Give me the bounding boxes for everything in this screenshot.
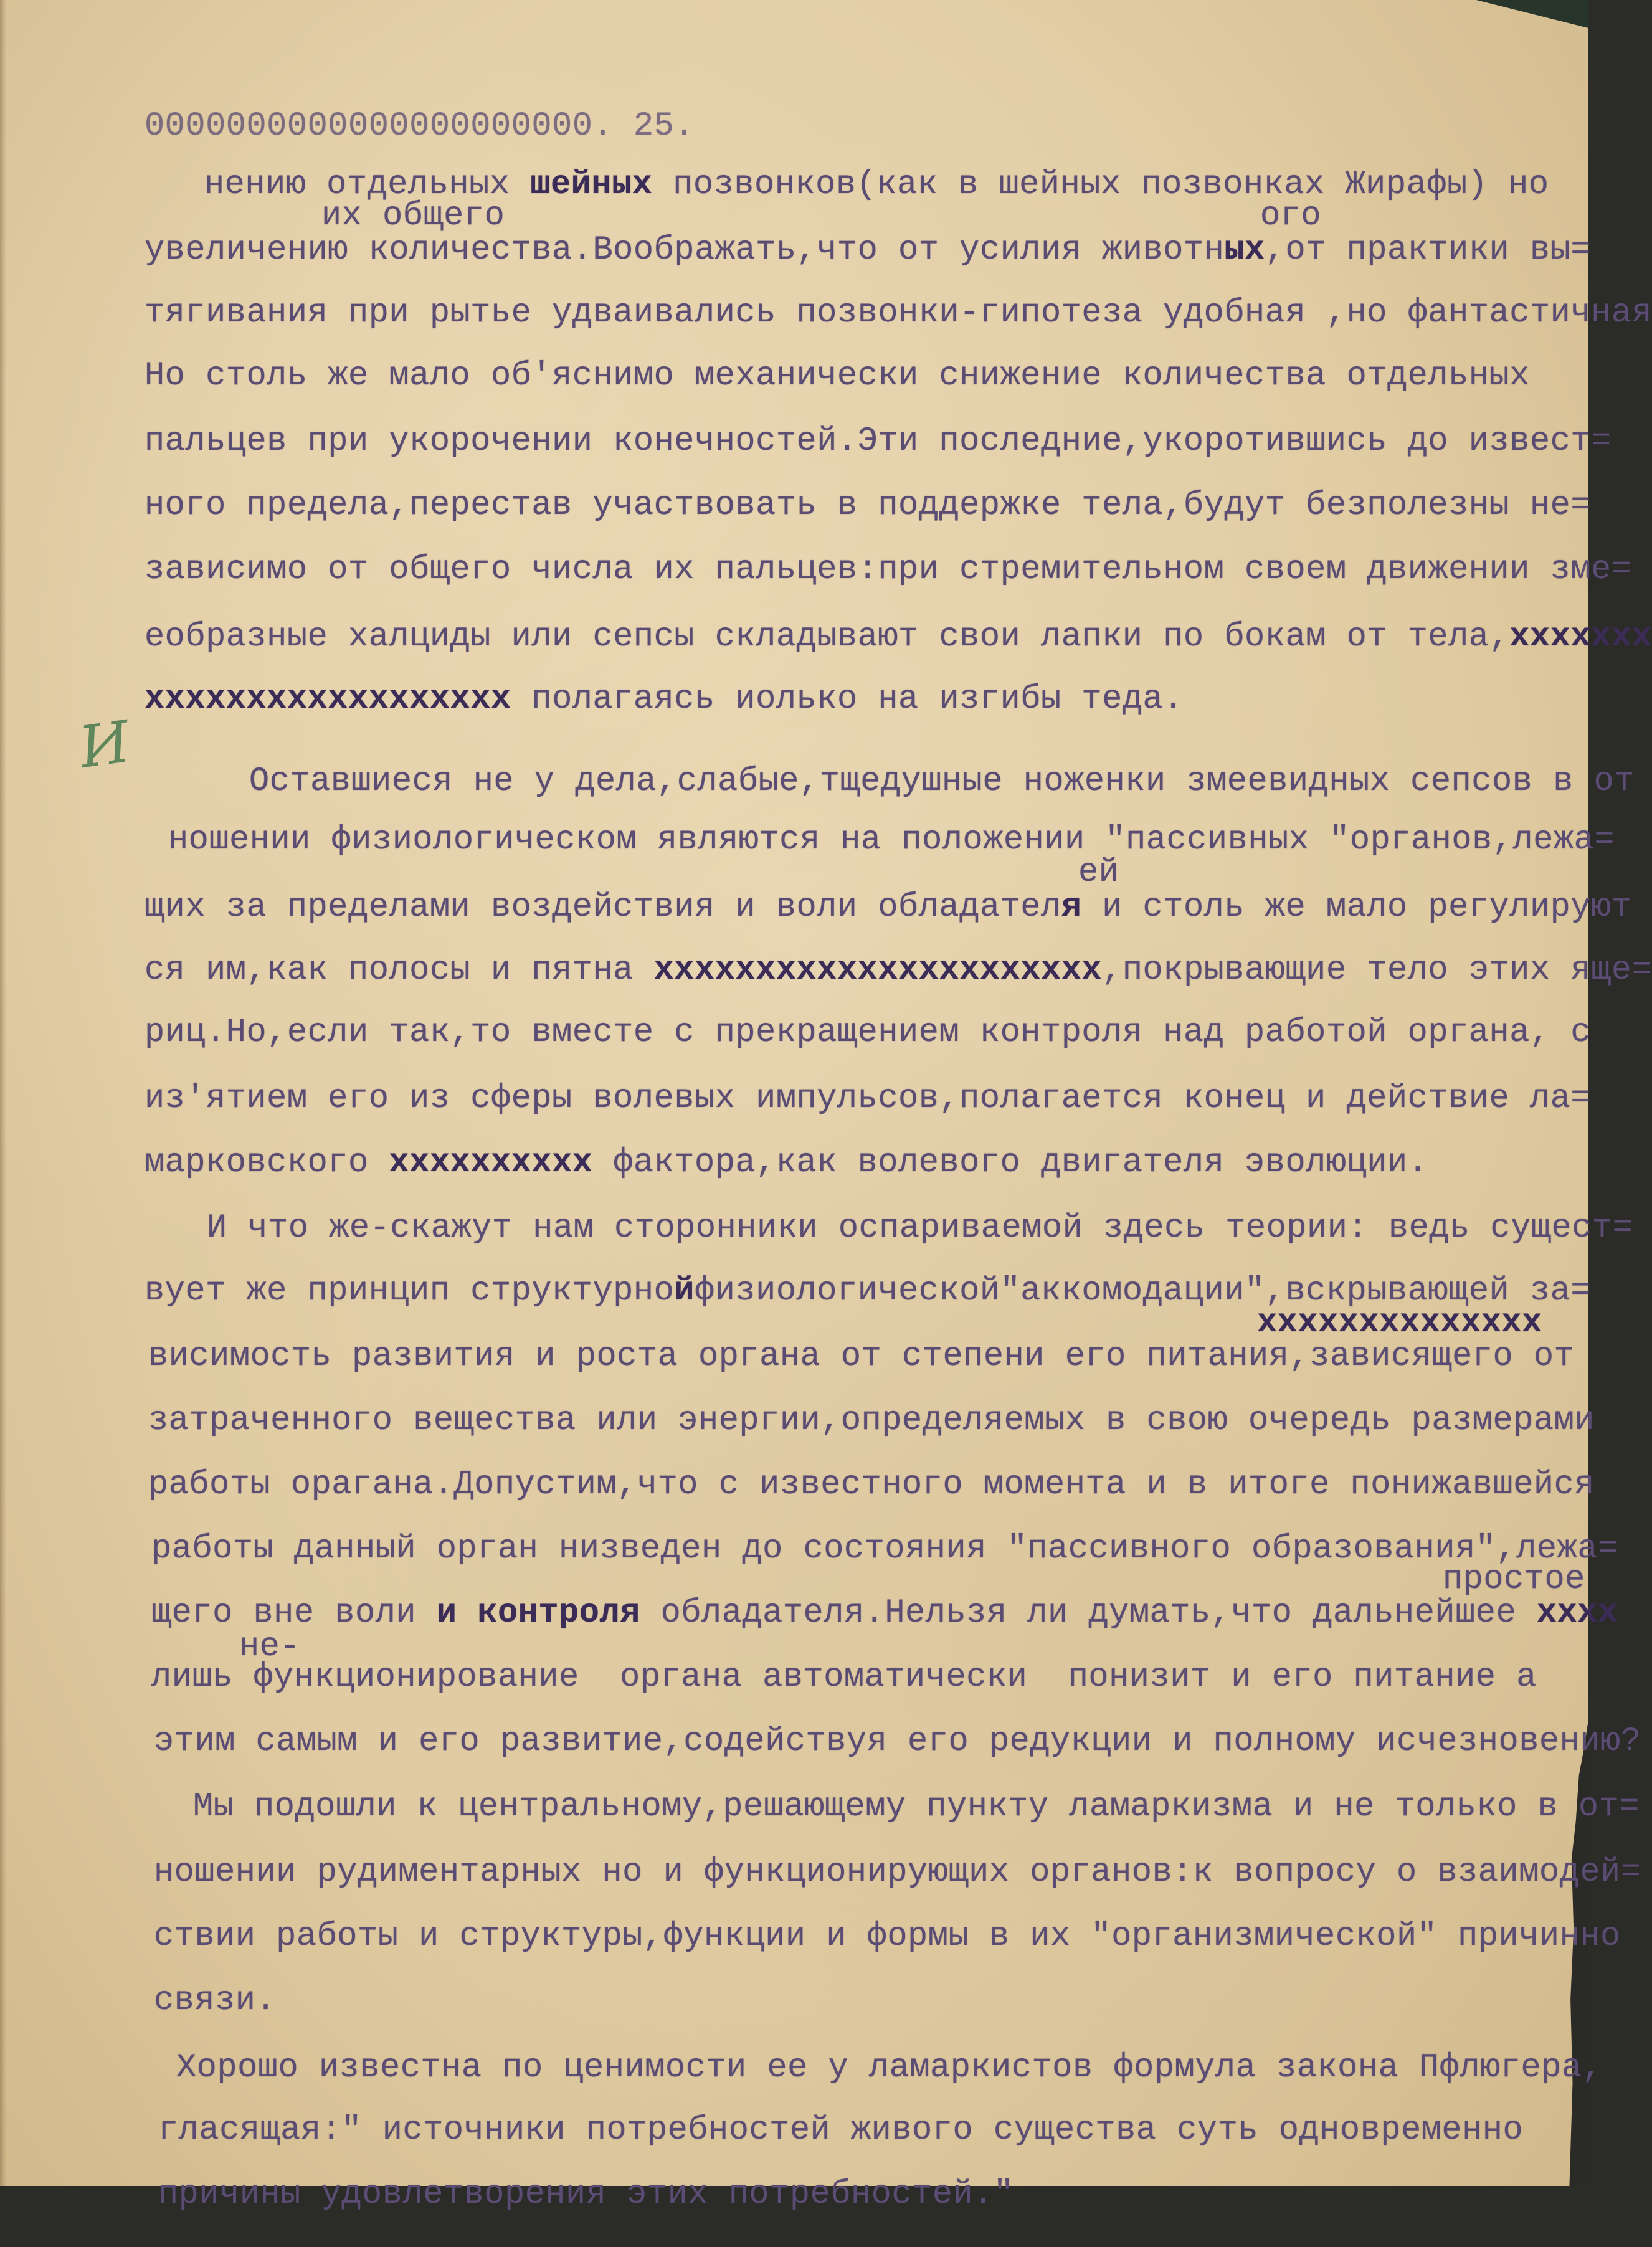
text-run: тягивания при рытье удваивались позвонки-гипотеза удобная ,но фантастичная [144,294,1652,332]
paper-left-edge-shadow [0,0,6,2186]
text-run: фактора,как волевого двигателя эволюции. [592,1144,1428,1182]
text-run: полагаясь иолько на изгибы теда. [511,680,1184,718]
text-run: щего вне воли [151,1594,437,1632]
struck-text: хххххххххххххххххх [144,680,511,718]
text-run: риц.Но,если так,то вместе с прекращением контроля над работой органа, с [144,1014,1591,1052]
text-run: висимость развития и роста органа от степени его питания,зависящего от [148,1337,1575,1375]
text-run: 0000000000000000000000. 25. [144,107,695,145]
text-run: марковского [144,1144,389,1182]
text-run: из'ятием его из сферы волевых импульсов,полагается конец и действие ла= [144,1080,1591,1118]
text-run: лишь функционирование органа автоматически понизит и его питание а [151,1658,1537,1696]
struck-text: хххх [1536,1594,1618,1632]
text-line [77,2144,1014,2245]
text-run: Оставшиеся не у дела,слабые,тщедушные ноженки змеевидных сепсов в от [249,762,1635,800]
struck-text: и контроля [436,1594,640,1632]
text-run: И что же-скажут нам сторонники оспариваемой здесь теории: ведь сущест= [206,1209,1633,1247]
text-run: ся им,как полосы и пятна [144,951,654,989]
text-run: ношении рудиментарных но и функционирующих органов:к вопросу о взаимодей= [153,1853,1641,1891]
text-run: ,покрывающие тело этих яще= [1102,951,1652,989]
text-run: Хорошо известна по ценимости ее у ламаркистов формула закона Пфлюгера, [176,2049,1603,2087]
text-run: ого [1260,197,1321,235]
struck-text: хххххххххх [389,1144,593,1182]
text-run: не- [239,1628,300,1666]
text-run: зависимо от общего числа их пальцев:при стремительном своем движении зме= [144,551,1632,589]
struck-text: ых [1224,231,1265,269]
handwritten-margin-mark: И [75,708,135,782]
text-run: обладателя.Нельзя ли думать,что дальнейшее [640,1594,1537,1632]
struck-text: я [1061,888,1082,926]
text-run: их общего [321,197,505,235]
text-run: Но столь же мало об'яснимо механически снижение количества отдельных [144,357,1530,395]
text-run: гласящая:" источники потребностей живого существа суть одновременно [158,2111,1524,2149]
text-run: увеличению количества.Воображать,что от усилия животн [144,231,1225,269]
text-run: физиологической"аккомодации",вскрывающей за= [694,1272,1591,1310]
text-run: позвонков(как в шейных позвонках Жирафы) но [652,166,1549,204]
text-run: ей [1078,853,1119,891]
text-run: вует же принцип структурно [144,1272,675,1310]
text-run: ного предела,перестав участвовать в поддержке тела,будут безполезны не= [144,487,1591,525]
text-run: работы данный орган низведен до состояния "пассивного образования",лежа= [151,1530,1618,1568]
struck-text: хххххххххххххххххххххх [653,951,1102,989]
struck-text: й [674,1272,695,1310]
text-run: нению отдельных [204,166,531,204]
text-run: работы орагана.Допустим,что с известного момента и в итоге понижавшейся [148,1466,1595,1504]
text-run: затраченного вещества или энергии,определяемых в свою очередь размерами [148,1402,1595,1440]
text-run: связи. [153,1982,277,2020]
text-run: Мы подошли к центральному,решающему пункту ламаркизма и не только в от= [192,1788,1640,1826]
text-run: простое [1442,1561,1585,1599]
text-run: этим самым и его развитие,содействуя его редукции и полному исчезновению? [153,1722,1641,1760]
text-run: пальцев при укорочении конечностей.Эти последние,укоротившись до извест= [144,422,1612,460]
text-run: и столь же мало регулируют [1081,888,1632,926]
struck-text: хххххххххххххх [1256,1304,1542,1342]
text-run: ствии работы и структуры,функции и формы в их "организмической" причинно [153,1917,1621,1955]
text-line [72,1886,1621,1987]
text-run: щих за пределами воздействия и воли обладател [144,888,1061,926]
text-run: ношении физиологическом являются на положении "пассивных "органов,лежа= [168,821,1615,859]
text-run: еобразные халциды или сепсы складывают свои лапки по бокам от тела, [144,618,1510,656]
struck-text: шейных [530,166,653,204]
text-run: причины удовлетворения этих потребностей." [158,2175,1014,2213]
scan-background-corner [1476,0,1588,28]
text-run: ,от практики вы= [1265,231,1591,269]
struck-text: ххххххх [1509,618,1652,656]
